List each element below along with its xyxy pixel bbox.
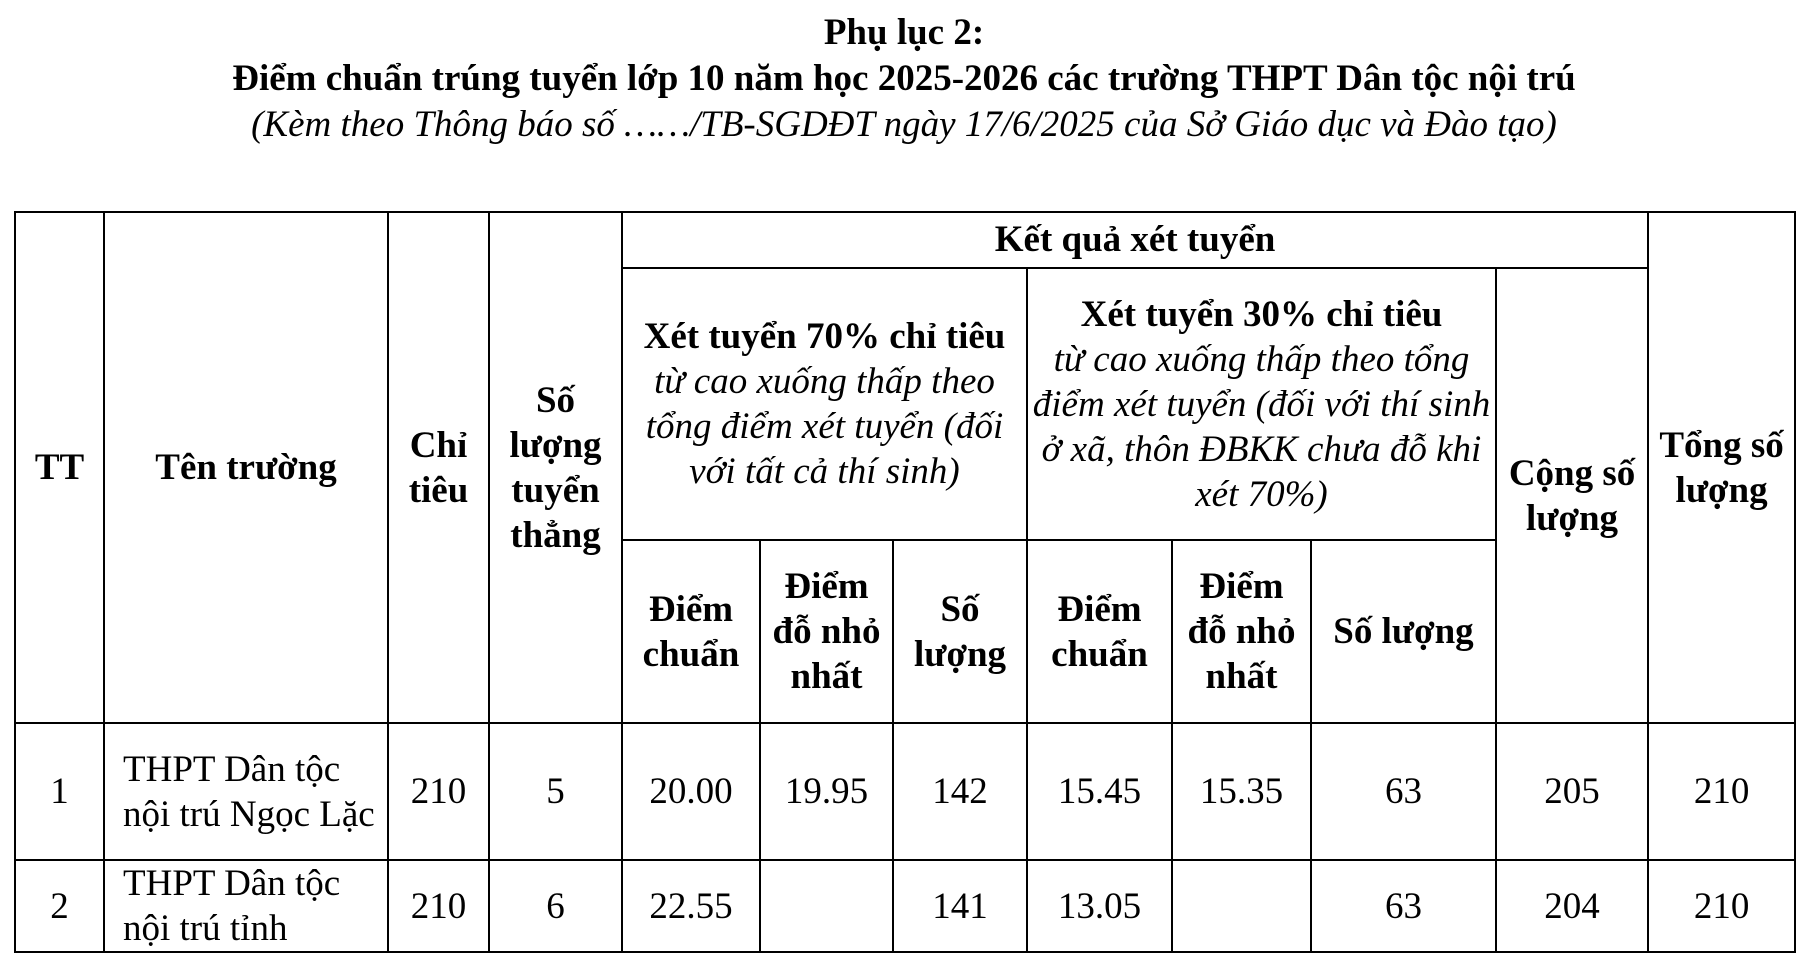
table-row bbox=[15, 723, 1795, 860]
cell-diem-do-nho-nhat-30 bbox=[1172, 860, 1311, 952]
cell-so-luong-70: 142 bbox=[893, 723, 1027, 860]
cell-diem-do-nho-nhat-70: 19.95 bbox=[760, 723, 893, 860]
cell-diem-do-nho-nhat-70 bbox=[760, 860, 893, 952]
cell-diem-chuan-30: 13.05 bbox=[1027, 860, 1172, 952]
cell-cong-so-luong: 204 bbox=[1496, 860, 1648, 952]
cell-diem-chuan-70: 20.00 bbox=[622, 723, 760, 860]
cell-so-luong-70: 141 bbox=[893, 860, 1027, 952]
header-so-luong-tuyen-thang: Số lượng tuyển thẳng bbox=[489, 212, 622, 723]
header-diem-do-nho-nhat-30: Điểm đỗ nhỏ nhất bbox=[1172, 540, 1311, 723]
cell-tong-so-luong: 210 bbox=[1648, 723, 1795, 860]
cell-chi-tieu: 210 bbox=[388, 860, 489, 952]
cell-cong-so-luong: 205 bbox=[1496, 723, 1648, 860]
header-tt: TT bbox=[15, 212, 104, 723]
cell-ten-truong: THPT Dân tộc nội trú tỉnh bbox=[104, 860, 388, 952]
header-diem-chuan-70: Điểm chuẩn bbox=[622, 540, 760, 723]
table-row bbox=[15, 860, 1795, 952]
group-70-title: Xét tuyển 70% chỉ tiêu bbox=[643, 316, 1006, 357]
cell-so-luong-30: 63 bbox=[1311, 723, 1496, 860]
header-cong-so-luong: Cộng số lượng bbox=[1496, 268, 1648, 723]
header-so-luong-70: Số lượng bbox=[893, 540, 1027, 723]
header-ten-truong: Tên trường bbox=[104, 212, 388, 723]
cell-ten-truong: THPT Dân tộc nội trú Ngọc Lặc bbox=[104, 723, 388, 860]
group-30-note: từ cao xuống thấp theo tổng điểm xét tuyển (đối với thí sinh ở xã, thôn ĐBKK chưa đỗ khi xét 70%) bbox=[1032, 338, 1491, 515]
document-title: Điểm chuẩn trúng tuyển lớp 10 năm học 2025-2026 các trường THPT Dân tộc nội trú bbox=[232, 58, 1576, 99]
appendix-label: Phụ lục 2: bbox=[823, 12, 985, 53]
cell-tuyen-thang: 6 bbox=[489, 860, 622, 952]
header-group-70 bbox=[622, 268, 1027, 540]
group-70-note: từ cao xuống thấp theo tổng điểm xét tuyển (đối với tất cả thí sinh) bbox=[645, 361, 1004, 492]
cell-tt: 2 bbox=[15, 860, 104, 952]
cell-tuyen-thang: 5 bbox=[489, 723, 622, 860]
cell-diem-do-nho-nhat-30: 15.35 bbox=[1172, 723, 1311, 860]
admission-scores-table bbox=[14, 211, 1796, 953]
header-group-30 bbox=[1027, 268, 1496, 540]
group-30-title: Xét tuyển 30% chỉ tiêu bbox=[1080, 293, 1443, 335]
cell-tong-so-luong: 210 bbox=[1648, 860, 1795, 952]
document-header bbox=[0, 10, 1808, 148]
cell-tt: 1 bbox=[15, 723, 104, 860]
cell-chi-tieu: 210 bbox=[388, 723, 489, 860]
cell-diem-chuan-70: 22.55 bbox=[622, 860, 760, 952]
header-tong-so-luong: Tổng số lượng bbox=[1648, 212, 1795, 723]
header-diem-do-nho-nhat-70: Điểm đỗ nhỏ nhất bbox=[760, 540, 893, 723]
cell-so-luong-30: 63 bbox=[1311, 860, 1496, 952]
header-chi-tieu: Chỉ tiêu bbox=[388, 212, 489, 723]
header-diem-chuan-30: Điểm chuẩn bbox=[1027, 540, 1172, 723]
header-so-luong-30: Số lượng bbox=[1311, 540, 1496, 723]
document-subtitle: (Kèm theo Thông báo số ……/TB-SGDĐT ngày 17/6/2025 của Sở Giáo dục và Đào tạo) bbox=[251, 104, 1557, 145]
cell-diem-chuan-30: 15.45 bbox=[1027, 723, 1172, 860]
header-ket-qua-xet-tuyen: Kết quả xét tuyển bbox=[622, 212, 1648, 268]
